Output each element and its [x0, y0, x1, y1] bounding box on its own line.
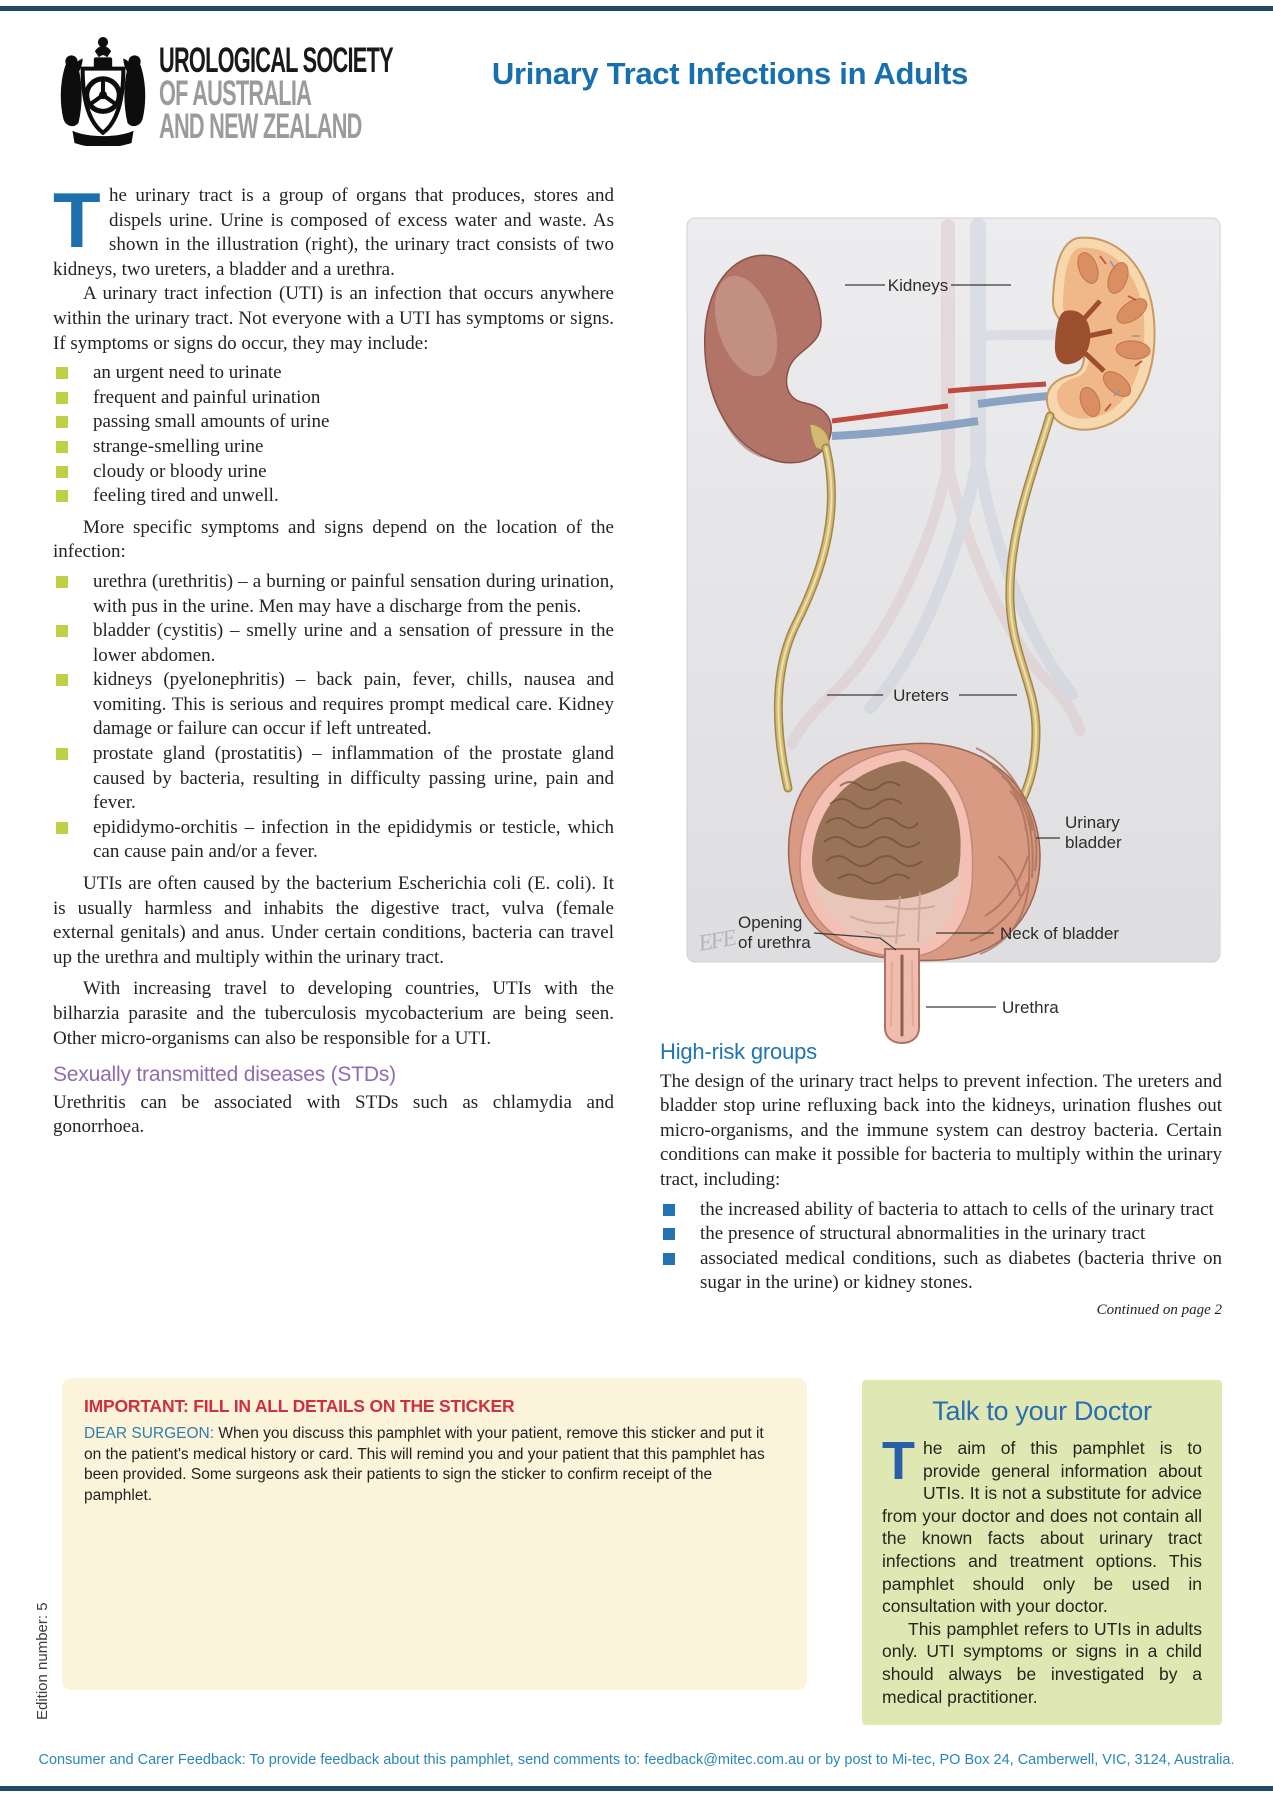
- paragraph: A urinary tract infection (UTI) is an infection that occurs anywhere within the urinary tract. Not everyone with a UTI has symptoms or signs. If symptoms or signs do occur, they may include:: [53, 283, 614, 354]
- bullet-square-icon: [663, 1253, 675, 1265]
- dear-surgeon-lead: DEAR SURGEON:: [84, 1425, 215, 1442]
- sticker-body: DEAR SURGEON: When you discuss this pamphlet with your patient, remove this sticker and put it on the patient's medical history or card. This will remind you and your patient that this pamphlet has been provided. Some surgeons ask their patients to sign the sticker to confirm receipt of the pamphlet.: [84, 1425, 765, 1504]
- list-item: the presence of structural abnormalities in the urinary tract: [660, 1222, 1222, 1247]
- bullet-square-icon: [56, 748, 68, 760]
- std-heading: Sexually transmitted diseases (STDs): [53, 1063, 396, 1087]
- bullet-square-icon: [56, 822, 68, 834]
- opening-of-urethra-label: Opening: [738, 913, 803, 932]
- list-item: strange-smelling urine: [53, 435, 614, 460]
- society-name-line: OF AUSTRALIA: [159, 75, 312, 114]
- opening-of-urethra-label: of urethra: [738, 933, 811, 952]
- bullet-square-icon: [56, 416, 68, 428]
- bottom-rule: [0, 1786, 1273, 1791]
- talk-to-doctor-box: [862, 1380, 1222, 1725]
- urinary-bladder-label: Urinary: [1065, 813, 1120, 832]
- high-risk-heading: High-risk groups: [660, 1039, 817, 1064]
- right-column: [660, 1040, 1222, 1319]
- paragraph: UTIs are often caused by the bacterium Escherichia coli (E. coli). It is usually harmless and inhabits the digestive tract, vulva (female external genitals) and anus. Under certain conditions, bacteria can travel up the urethra and multiply within the urinary tract.: [53, 873, 614, 968]
- bullet-square-icon: [663, 1204, 675, 1216]
- bullet-square-icon: [56, 367, 68, 379]
- list-item: frequent and painful urination: [53, 386, 614, 411]
- doctor-box-heading: Talk to your Doctor: [932, 1396, 1152, 1426]
- top-rule: [0, 6, 1273, 11]
- sticker-box: [62, 1378, 807, 1690]
- urethra-label: Urethra: [1002, 998, 1059, 1017]
- urethra-tube: [885, 949, 919, 1043]
- bullet-square-icon: [56, 674, 68, 686]
- list-item: urethra (urethritis) – a burning or painful sensation during urination, with pus in the urine. Men may have a discharge from the penis.: [53, 570, 614, 619]
- list-item: cloudy or bloody urine: [53, 460, 614, 485]
- bullet-square-icon: [56, 625, 68, 637]
- society-name-line: UROLOGICAL SOCIETY: [159, 42, 393, 81]
- paragraph: The design of the urinary tract helps to prevent infection. The ureters and bladder stop urine refluxing back into the kidneys, urination flushes out micro-organisms, and the immune system can destroy bacteria. Certain conditions can make it possible for bacteria to multiply within the urinary tract, including:: [660, 1070, 1222, 1190]
- bullet-square-icon: [663, 1228, 675, 1240]
- usanz-crest-logo: [52, 34, 154, 146]
- paragraph: More specific symptoms and signs depend on the location of the infection:: [53, 516, 614, 563]
- bullet-square-icon: [56, 576, 68, 588]
- list-item: the increased ability of bacteria to attach to cells of the urinary tract: [660, 1198, 1222, 1223]
- list-item: bladder (cystitis) – smelly urine and a sensation of pressure in the lower abdomen.: [53, 619, 614, 668]
- intro-paragraph: The urinary tract is a group of organs that produces, stores and dispels urine. Urine is composed of excess water and waste. As shown in the illustration (right), the urinary tract consists of two kidneys, two ureters, a bladder and a urethra.: [53, 176, 614, 280]
- society-name-line: AND NEW ZEALAND: [159, 108, 362, 147]
- urinary-tract-illustration: [680, 216, 1222, 1046]
- sticker-heading: IMPORTANT: FILL IN ALL DETAILS ON THE STICKER: [84, 1396, 515, 1416]
- kidneys-label: Kidneys: [887, 276, 949, 295]
- society-name: [159, 42, 471, 147]
- continued-note: Continued on page 2: [1096, 1301, 1222, 1318]
- feedback-footer: Consumer and Carer Feedback: To provide feedback about this pamphlet, send comments to: feedback@mitec.com.au or by post to Mi-tec, PO Box 24, Camberwell, VIC, 3124, Australia.: [38, 1752, 1235, 1768]
- artist-signature: EFE: [696, 924, 737, 956]
- dropcap-letter: T: [53, 176, 101, 264]
- list-item: epididymo-orchitis – infection in the epididymis or testicle, which can cause pain and/or a fever.: [53, 816, 614, 865]
- edition-number: Edition number: 5: [34, 1602, 51, 1720]
- paragraph: This pamphlet refers to UTIs in adults only. UTI symptoms or signs in a child should always be investigated by a medical practitioner.: [882, 1618, 1202, 1707]
- page-title: Urinary Tract Infections in Adults: [491, 56, 969, 91]
- risk-factor-list: [660, 1198, 1222, 1296]
- list-item: feeling tired and unwell.: [53, 484, 614, 509]
- list-item: kidneys (pyelonephritis) – back pain, fever, chills, nausea and vomiting. This is serious and requires prompt medical care. Kidney damage or failure can occur if left untreated.: [53, 668, 614, 742]
- urinary-bladder-label: bladder: [1065, 833, 1122, 852]
- left-column: [53, 176, 614, 1140]
- neck-of-bladder-label: Neck of bladder: [1000, 924, 1120, 943]
- ureters-label: Ureters: [893, 686, 949, 705]
- list-item: prostate gland (prostatitis) – inflammation of the prostate gland caused by bacteria, resulting in difficulty passing urine, pain and fever.: [53, 742, 614, 816]
- list-item: associated medical conditions, such as diabetes (bacteria thrive on sugar in the urine) or kidney stones.: [660, 1247, 1222, 1296]
- bullet-square-icon: [56, 490, 68, 502]
- bullet-square-icon: [56, 466, 68, 478]
- paragraph: The aim of this pamphlet is to provide general information about UTIs. It is not a substitute for advice from your doctor and does not contain all the known facts about urinary tract infections and treatment options. This pamphlet should only be used in consultation with your doctor.: [882, 1431, 1202, 1617]
- paragraph: With increasing travel to developing countries, UTIs with the bilharzia parasite and the tuberculosis mycobacterium are being seen. Other micro-organisms can also be responsible for a UTI.: [53, 978, 614, 1049]
- list-item: passing small amounts of urine: [53, 410, 614, 435]
- symptom-list: [53, 361, 614, 509]
- doctor-box-body: [882, 1431, 1202, 1708]
- bullet-square-icon: [56, 392, 68, 404]
- paragraph: Urethritis can be associated with STDs such as chlamydia and gonorrhoea.: [53, 1091, 614, 1138]
- dropcap-letter: T: [882, 1431, 915, 1491]
- infection-location-list: [53, 570, 614, 865]
- bullet-square-icon: [56, 441, 68, 453]
- list-item: an urgent need to urinate: [53, 361, 614, 386]
